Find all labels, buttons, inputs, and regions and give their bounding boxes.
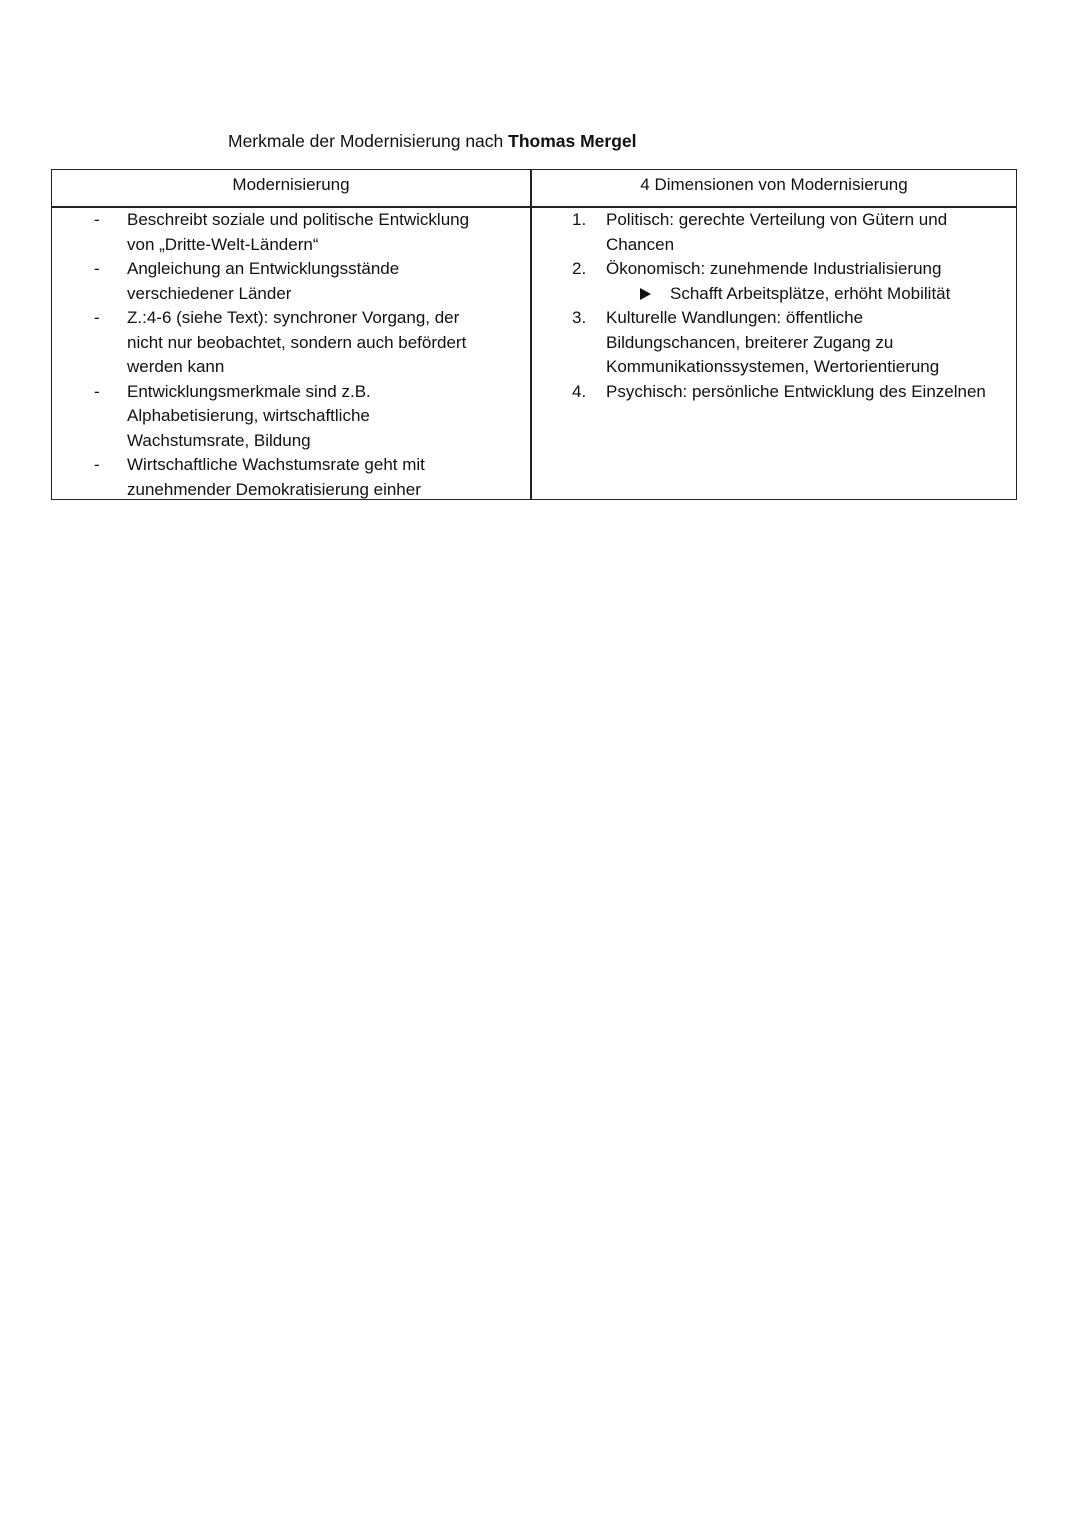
item-line: Kulturelle Wandlungen: öffentliche xyxy=(606,308,864,327)
item-line: Wirtschaftliche Wachstumsrate geht mit xyxy=(127,455,425,474)
item-line: Entwicklungsmerkmale sind z.B. xyxy=(127,381,371,401)
item-number: 2. xyxy=(572,259,587,278)
list-item xyxy=(52,453,530,502)
list-item xyxy=(52,208,530,257)
document-title xyxy=(228,129,637,153)
sub-item xyxy=(606,282,1016,307)
dash-bullet: - xyxy=(94,308,100,327)
modernisierung-list xyxy=(52,208,530,502)
list-item xyxy=(52,257,530,306)
item-line: Angleichung an Entwicklungsstände xyxy=(127,259,400,278)
dimensions-list xyxy=(532,208,1016,404)
list-item xyxy=(52,306,530,380)
dash-bullet: - xyxy=(94,381,100,401)
item-line: Politisch: gerechte Verteilung von Gütern und xyxy=(606,210,948,229)
item-line: Chancen xyxy=(606,234,675,254)
item-line: Beschreibt soziale und politische Entwicklung xyxy=(127,210,470,229)
item-number: 1. xyxy=(572,210,587,229)
item-number: 4. xyxy=(572,381,587,401)
item-line: Bildungschancen, breiterer Zugang zu xyxy=(606,332,894,352)
item-line: von „Dritte-Welt-Ländern“ xyxy=(127,234,319,254)
item-line: Z.:4-6 (siehe Text): synchroner Vorgang, der xyxy=(127,308,460,327)
arrow-bullet-icon xyxy=(640,288,651,300)
title-prefix: Merkmale der Modernisierung nach xyxy=(228,131,509,151)
list-item xyxy=(532,208,1016,257)
dash-bullet: - xyxy=(94,259,100,278)
comparison-table xyxy=(51,169,1017,500)
item-number: 3. xyxy=(572,308,587,327)
item-line: Psychisch: persönliche Entwicklung des Einzelnen xyxy=(606,381,986,401)
list-item xyxy=(532,306,1016,380)
dash-bullet: - xyxy=(94,210,100,229)
item-line: Alphabetisierung, wirtschaftliche xyxy=(127,406,370,425)
list-item xyxy=(532,257,1016,306)
title-author: Thomas Mergel xyxy=(508,131,637,151)
item-line: Ökonomisch: zunehmende Industrialisierung xyxy=(606,259,942,278)
item-line: Wachstumsrate, Bildung xyxy=(127,430,311,450)
list-item xyxy=(52,380,530,454)
list-item xyxy=(532,380,1016,405)
item-line: zunehmender Demokratisierung einher xyxy=(127,479,421,499)
left-column-header: Modernisierung xyxy=(232,175,350,194)
item-line: Kommunikationssystemen, Wertorientierung xyxy=(606,357,940,376)
item-line: nicht nur beobachtet, sondern auch befördert xyxy=(127,332,467,352)
item-line: werden kann xyxy=(127,357,225,376)
dash-bullet: - xyxy=(94,455,100,474)
sub-item-text: Schafft Arbeitsplätze, erhöht Mobilität xyxy=(670,283,951,303)
right-column-header: 4 Dimensionen von Modernisierung xyxy=(640,175,908,194)
item-line: verschiedener Länder xyxy=(127,283,292,303)
